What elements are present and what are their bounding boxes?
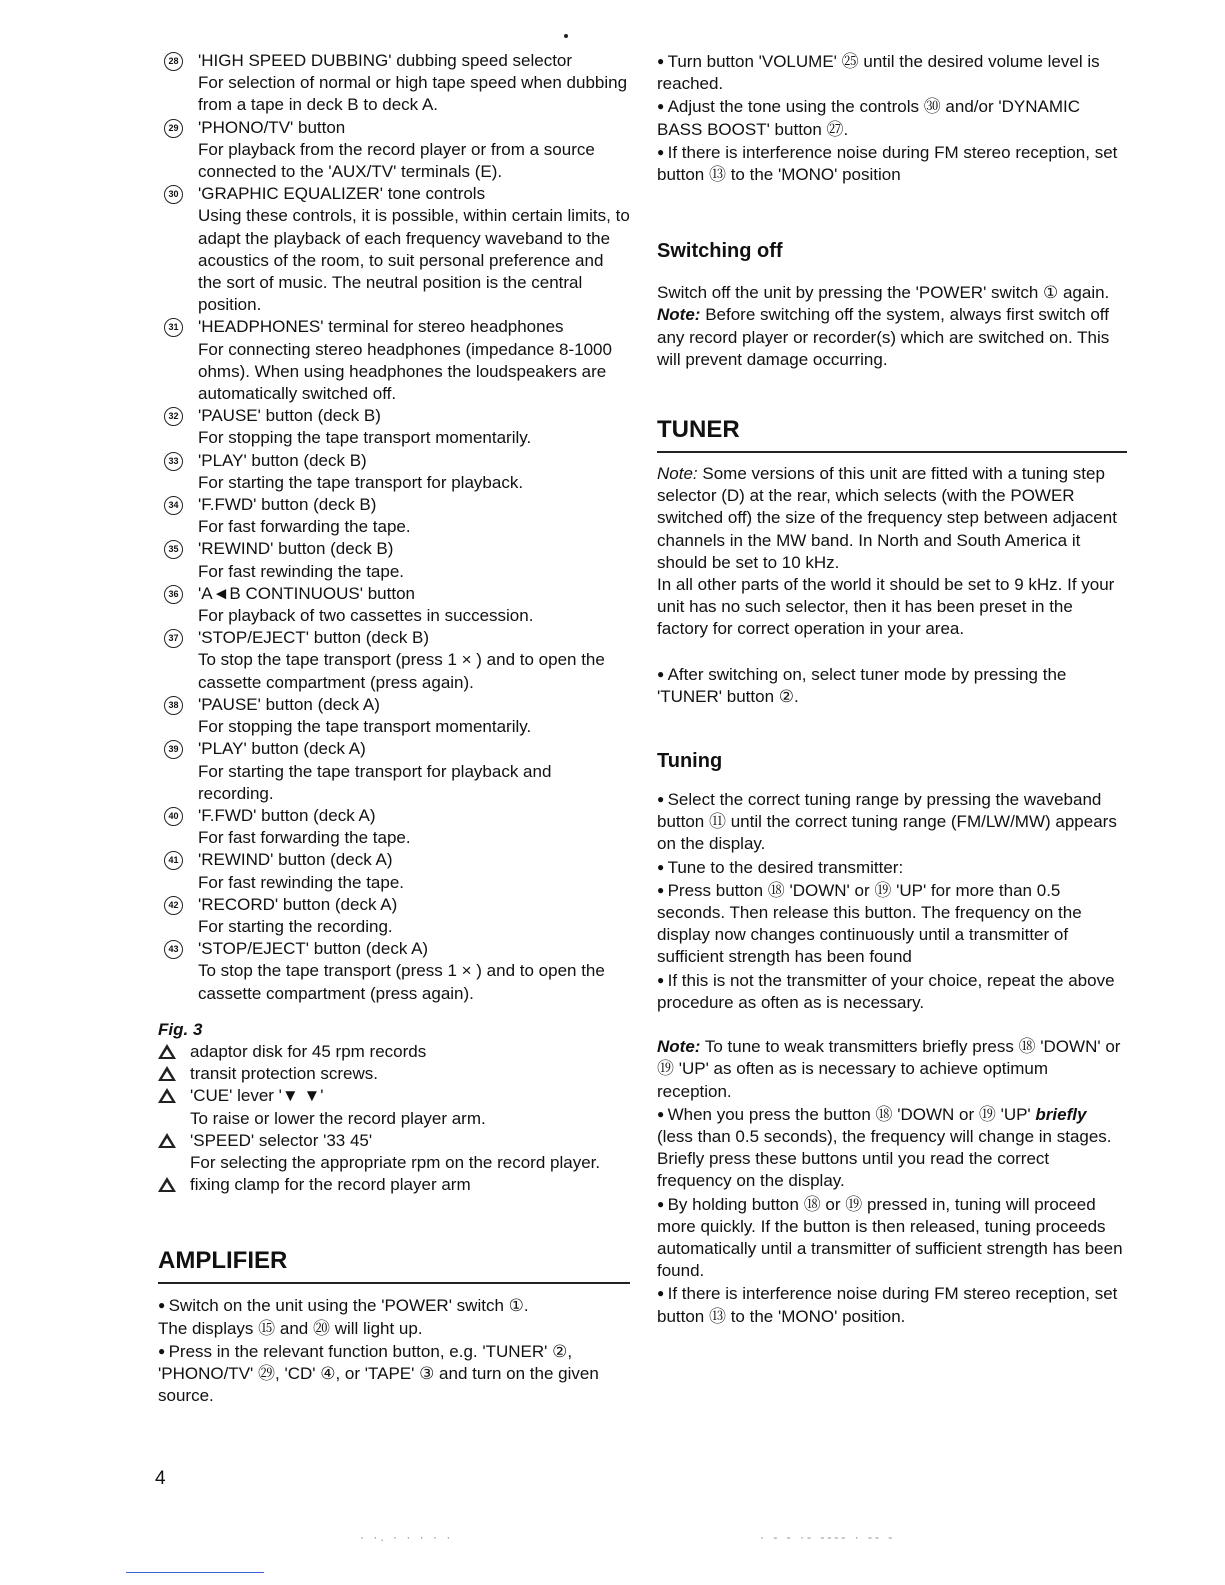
scan-noise: · - - ·- ---- · -- - [760, 1530, 896, 1544]
legend-text: fixing clamp for the record player arm [190, 1175, 471, 1195]
legend-text: adaptor disk for 45 rpm records [190, 1041, 427, 1061]
tuning-heading: Tuning [657, 750, 723, 773]
tone-step: ● Adjust the tone using the controls ㉚ and/or 'DYNAMIC BASS BOOST' button ㉗. [657, 95, 1127, 140]
entry-description: For stopping the tape transport momentarily. [198, 428, 532, 448]
entry-title: 'STOP/EJECT' button (deck A) [198, 939, 429, 959]
figure-legend-item [158, 1063, 630, 1085]
amplifier-heading: AMPLIFIER [158, 1247, 288, 1275]
note-label: Note: [657, 305, 701, 325]
left-column [158, 50, 630, 1407]
note-text: Before switching off the system, always first switch off any record player or recorder(s) which are switched on. This will prevent damage occurring. [657, 305, 1110, 369]
note-text: Some versions of this unit are fitted with a tuning step selector (D) at the rear, which selects (with the POWER switched off) the size of the frequency step between adjacent channels in the MW band. In North and South America it should be set to 10 kHz. [657, 464, 1117, 572]
legend-text: transit protection screws. [190, 1064, 379, 1084]
control-entry [158, 494, 630, 538]
control-entry [158, 316, 630, 405]
item-number-badge: 32 [164, 407, 183, 426]
switch-off-text: Switch off the unit by pressing the 'POWER' switch ① again. [657, 283, 1110, 303]
entry-description: For connecting stereo headphones (impedance 8-1000 ohms). When using headphones the loudspeakers are automatically switched off. [198, 339, 612, 404]
control-entry [158, 894, 630, 938]
amplifier-section [158, 1246, 630, 1407]
figure-legend-item [158, 1041, 630, 1063]
legend-subtext: For selecting the appropriate rpm on the record player. [190, 1152, 601, 1172]
tuner-heading: TUNER [657, 416, 740, 444]
entry-title: 'PAUSE' button (deck A) [198, 694, 380, 714]
entry-description: For fast forwarding the tape. [198, 517, 411, 537]
section-rule [158, 1282, 630, 1284]
entry-description: For playback from the record player or from a source connected to the 'AUX/TV' terminals (E). [198, 139, 595, 182]
switching-off-section [657, 238, 1127, 371]
control-entry [158, 805, 630, 849]
control-entry [158, 849, 630, 893]
entry-description: For starting the recording. [198, 916, 393, 936]
tuner-note [657, 463, 1127, 574]
item-number-badge: 30 [164, 185, 183, 204]
entry-title: 'F.FWD' button (deck B) [198, 495, 377, 515]
note-text: To tune to weak transmitters briefly press ⑱ 'DOWN' or ⑲ 'UP' as often as is necessary to achieve optimum reception. [657, 1037, 1121, 1101]
control-list [158, 50, 630, 1005]
entry-title: 'STOP/EJECT' button (deck B) [198, 628, 430, 648]
entry-title: 'HIGH SPEED DUBBING' dubbing speed selector [198, 51, 573, 70]
volume-step: ● Turn button 'VOLUME' ㉕ until the desired volume level is reached. [657, 50, 1127, 95]
entry-description: For fast rewinding the tape. [198, 872, 405, 892]
control-entry [158, 694, 630, 738]
item-number-badge: 43 [164, 940, 183, 959]
item-number-badge: 38 [164, 696, 183, 715]
tuner-section [657, 415, 1127, 708]
switching-off-heading: Switching off [657, 240, 783, 263]
item-number-badge: 29 [164, 119, 183, 138]
item-number-badge: 33 [164, 452, 183, 471]
control-entry [158, 117, 630, 184]
entry-title: 'PAUSE' button (deck B) [198, 406, 381, 426]
control-entry [158, 627, 630, 694]
tuner-note-2: In all other parts of the world it should be set to 9 kHz. If your unit has no such selector, then it has been preset in the factory for correct operation in your area. [657, 575, 1115, 639]
tuning-section [657, 748, 1127, 1328]
tuning-step-7: ● If there is interference noise during FM stereo reception, set button ⑬ to the 'MONO' position. [657, 1282, 1127, 1327]
item-number-badge: 34 [164, 496, 183, 515]
entry-title: 'PLAY' button (deck A) [198, 739, 366, 759]
entry-description: To stop the tape transport (press 1 × ) and to open the cassette compartment (press again). [198, 650, 605, 692]
control-entry [158, 738, 630, 805]
item-number-badge: 42 [164, 896, 183, 915]
tuning-step-5-a: When you press the button ⑱ 'DOWN or ⑲ 'UP' [667, 1104, 1031, 1124]
item-number-badge: 39 [164, 740, 183, 759]
item-number-badge: 28 [164, 52, 183, 71]
figure-legend-item [158, 1174, 630, 1196]
scan-noise: · ·. · · · · · [360, 1530, 454, 1544]
item-number-badge: 35 [164, 540, 183, 559]
warning-triangle-icon [158, 1088, 176, 1103]
entry-description: To stop the tape transport (press 1 × ) and to open the cassette compartment (press again). [198, 961, 605, 1003]
control-entry [158, 183, 630, 316]
note-label: Note: [657, 464, 698, 484]
legend-text: 'SPEED' selector '33 45' [190, 1130, 373, 1150]
entry-title: 'HEADPHONES' terminal for stereo headphones [198, 317, 564, 337]
entry-description: For stopping the tape transport momentarily. [198, 717, 532, 737]
tuner-mode-step: ● After switching on, select tuner mode by pressing the 'TUNER' button ②. [657, 663, 1127, 708]
figure-legend-item [158, 1130, 630, 1174]
entry-description: For starting the tape transport for playback and recording. [198, 761, 552, 803]
mono-step: ● If there is interference noise during FM stereo reception, set button ⑬ to the 'MONO' position [657, 141, 1127, 186]
note-label: Note: [657, 1037, 701, 1057]
entry-description: For selection of normal or high tape speed when dubbing from a tape in deck B to deck A. [198, 73, 628, 115]
warning-triangle-icon [158, 1066, 176, 1081]
item-number-badge: 40 [164, 807, 183, 826]
section-rule [657, 451, 1127, 453]
entry-description: Using these controls, it is possible, within certain limits, to adapt the playback of each frequency waveband to the acoustics of the room, to suit personal preference and the sort of music. The neutral position is the central position. [198, 206, 630, 315]
tuning-step-6: ● By holding button ⑱ or ⑲ pressed in, tuning will proceed more quickly. If the button is then released, tuning proceeds automatically until a transmitter of sufficient strength has been found. [657, 1193, 1127, 1283]
entry-description: For fast rewinding the tape. [198, 561, 405, 581]
tuning-step-4: ● If this is not the transmitter of your choice, repeat the above procedure as often as is necessary. [657, 969, 1127, 1014]
tuning-step-2: ● Tune to the desired transmitter: [657, 856, 1127, 879]
item-number-badge: 31 [164, 318, 183, 337]
legend-subtext: To raise or lower the record player arm. [190, 1108, 486, 1128]
warning-triangle-icon [158, 1133, 176, 1148]
entry-description: For starting the tape transport for playback. [198, 472, 524, 492]
tuning-step-5-b: (less than 0.5 seconds), the frequency will change in stages. Briefly press these buttons until you read the correct frequency on the display. [657, 1126, 1112, 1191]
amplifier-step-2: ● Press in the relevant function button, e.g. 'TUNER' ②, 'PHONO/TV' ㉙, 'CD' ④, or 'TAPE' ③ and turn on the given source. [158, 1340, 630, 1408]
entry-title: 'PLAY' button (deck B) [198, 450, 367, 470]
amplifier-displays: The displays ⑮ and ⑳ will light up. [158, 1318, 423, 1338]
entry-title: 'RECORD' button (deck A) [198, 894, 398, 914]
amplifier-step-1: ● Switch on the unit using the 'POWER' switch ①. [158, 1294, 630, 1317]
item-number-badge: 37 [164, 629, 183, 648]
entry-title: 'A◄B CONTINUOUS' button [198, 583, 415, 603]
item-number-badge: 41 [164, 851, 183, 870]
tuning-step-1: ● Select the correct tuning range by pressing the waveband button ⑪ until the correct tuning range (FM/LW/MW) appears on the display. [657, 788, 1127, 856]
warning-triangle-icon [158, 1044, 176, 1059]
right-column [657, 50, 1127, 1328]
entry-title: 'PHONO/TV' button [198, 117, 346, 137]
tuning-step-3: ● Press button ⑱ 'DOWN' or ⑲ 'UP' for more than 0.5 seconds. Then release this button. The frequency on the display now changes continuously until a transmitter of sufficient strength has been found [657, 879, 1127, 969]
entry-title: 'GRAPHIC EQUALIZER' tone controls [198, 184, 486, 204]
control-entry [158, 938, 630, 1005]
warning-triangle-icon [158, 1177, 176, 1192]
figure-legend-item [158, 1085, 630, 1129]
scan-artifact-line [126, 1572, 264, 1573]
entry-description: For playback of two cassettes in succession. [198, 606, 534, 626]
tuning-step-5 [657, 1103, 1127, 1193]
entry-title: 'REWIND' button (deck B) [198, 539, 394, 559]
switch-off-note [657, 304, 1127, 371]
legend-text: 'CUE' lever '▼ ▼' [190, 1086, 324, 1106]
figure-legend [158, 1041, 630, 1196]
item-number-badge: 36 [164, 585, 183, 604]
entry-title: 'F.FWD' button (deck A) [198, 805, 376, 825]
control-entry [158, 583, 630, 627]
figure-label: Fig. 3 [158, 1019, 203, 1039]
entry-title: 'REWIND' button (deck A) [198, 850, 393, 870]
tuning-note [657, 1036, 1127, 1103]
scan-speck [564, 34, 568, 38]
control-entry [158, 450, 630, 494]
entry-description: For fast forwarding the tape. [198, 828, 411, 848]
control-entry [158, 538, 630, 582]
control-entry [158, 405, 630, 449]
briefly-emphasis: briefly [1035, 1104, 1087, 1124]
page-number: 4 [155, 1468, 166, 1489]
control-entry [158, 50, 630, 117]
